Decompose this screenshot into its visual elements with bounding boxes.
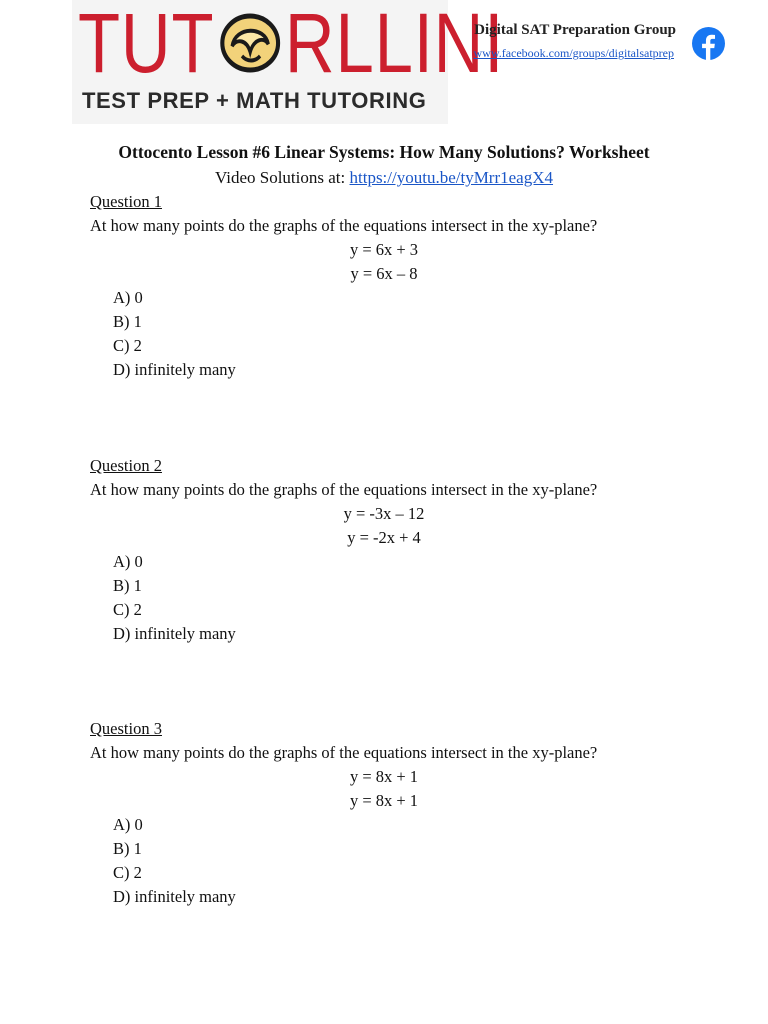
question-prompt: At how many points do the graphs of the equations intersect in the xy-plane? <box>90 480 598 499</box>
equation: y = 8x + 1 <box>349 791 419 810</box>
group-link[interactable]: www.facebook.com/groups/digitalsatprep <box>473 46 674 60</box>
answer-choices <box>90 813 690 909</box>
logo-wordmark <box>78 0 505 90</box>
question-heading: Question 2 <box>90 456 162 475</box>
question-2 <box>90 454 690 646</box>
logo-letters-left: TUT <box>78 0 215 90</box>
choice-d[interactable]: D) infinitely many <box>113 624 236 643</box>
equation: y = 8x + 1 <box>349 767 419 786</box>
equation: y = 6x + 3 <box>349 240 419 259</box>
choice-c[interactable]: C) 2 <box>113 863 142 882</box>
equation: y = -3x – 12 <box>343 504 425 523</box>
question-3 <box>90 717 690 909</box>
logo-letters-right: RLLINI <box>284 0 505 90</box>
equation: y = 6x – 8 <box>350 264 418 283</box>
answer-choices <box>90 286 690 382</box>
tortellini-icon <box>218 12 284 74</box>
choice-d[interactable]: D) infinitely many <box>113 360 236 379</box>
choice-c[interactable]: C) 2 <box>113 600 142 619</box>
choice-a[interactable]: A) 0 <box>113 815 143 834</box>
video-label: Video Solutions at: <box>214 168 350 187</box>
question-heading: Question 1 <box>90 192 162 211</box>
tutorllini-logo <box>72 0 505 124</box>
choice-b[interactable]: B) 1 <box>113 839 142 858</box>
choice-c[interactable]: C) 2 <box>113 336 142 355</box>
choice-d[interactable]: D) infinitely many <box>113 887 236 906</box>
video-solutions-line <box>0 168 768 188</box>
answer-choices <box>90 550 690 646</box>
worksheet-title: Ottocento Lesson #6 Linear Systems: How Many Solutions? Worksheet <box>118 142 650 162</box>
equation: y = -2x + 4 <box>347 528 421 547</box>
choice-a[interactable]: A) 0 <box>113 288 143 307</box>
facebook-icon[interactable] <box>692 27 725 60</box>
choice-a[interactable]: A) 0 <box>113 552 143 571</box>
question-prompt: At how many points do the graphs of the equations intersect in the xy-plane? <box>90 743 598 762</box>
choice-b[interactable]: B) 1 <box>113 312 142 331</box>
video-link[interactable]: https://youtu.be/tyMrr1eagX4 <box>349 168 554 187</box>
choice-b[interactable]: B) 1 <box>113 576 142 595</box>
question-prompt: At how many points do the graphs of the equations intersect in the xy-plane? <box>90 216 598 235</box>
group-name: Digital SAT Preparation Group <box>474 22 676 38</box>
question-1 <box>90 190 690 382</box>
logo-tagline: TEST PREP + MATH TUTORING <box>82 88 427 113</box>
question-heading: Question 3 <box>90 719 162 738</box>
